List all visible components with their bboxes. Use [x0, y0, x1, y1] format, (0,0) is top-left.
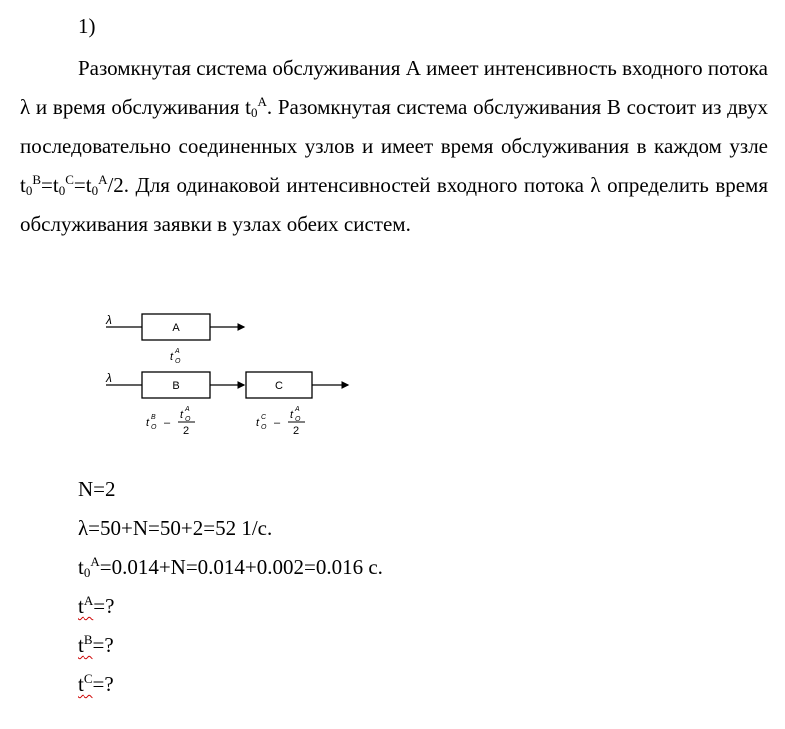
service-time-c-label [256, 406, 305, 437]
svg-text:O: O [151, 424, 157, 431]
service-time-b-label [146, 406, 195, 437]
svg-text:O: O [175, 358, 181, 365]
spellcheck-tb: $t^B$ [78, 632, 93, 657]
given-lambda: λ=50+N=50+2=52 1/c. [78, 516, 273, 540]
problem-number: 1) [78, 14, 96, 38]
svg-text:B: B [151, 414, 156, 421]
svg-text:t: t [180, 409, 184, 421]
svg-text:2: 2 [183, 425, 190, 437]
svg-text:t: t [170, 351, 174, 363]
question-ta: $t^A=$? [78, 593, 115, 618]
block-a-label: A [172, 322, 180, 334]
svg-text:C: C [261, 414, 267, 421]
svg-text:A: A [295, 406, 300, 413]
svg-text:–: – [164, 417, 171, 429]
svg-text:O: O [261, 424, 267, 431]
service-time-a-label [170, 348, 181, 365]
svg-text:O: O [295, 416, 301, 423]
block-b-label: B [172, 380, 180, 392]
lambda-a-label: λ [106, 313, 112, 327]
queue-system-diagram [100, 300, 360, 450]
svg-text:–: – [274, 417, 281, 429]
svg-text:O: O [185, 416, 191, 423]
question-tb: $t^B=$? [78, 632, 114, 657]
svg-text:2: 2 [293, 425, 300, 437]
lambda-b-label: λ [106, 371, 112, 385]
problem-statement: Разомкнутая система обслуживания А имеет интенсивность входного потока λ и время обслуживания $t_0^A$. Разомкнутая система обслуживания В состоит из двух последовательно соединенных узлов и имеет время обслуживания в каждом узле $t_0^B=t_0^C=t_0^A/2$. Для одинаковой интенсивностей входного потока λ определить время обслуживания заявки в узлах обеих систем. [20, 56, 768, 236]
question-tc: $t^C=$? [78, 671, 114, 696]
spellcheck-ta: $t^A$ [78, 593, 94, 618]
svg-text:t: t [256, 417, 260, 429]
spellcheck-tc: $t^C$ [78, 671, 93, 696]
svg-text:t: t [146, 417, 150, 429]
svg-text:A: A [175, 348, 180, 355]
given-n: N=2 [78, 477, 116, 501]
svg-text:A: A [185, 406, 190, 413]
given-t0: $t_0^A=0.014+N=0.014+0.002=0.016$ c. [78, 554, 383, 580]
block-c-label: C [275, 380, 283, 392]
svg-text:t: t [290, 409, 294, 421]
